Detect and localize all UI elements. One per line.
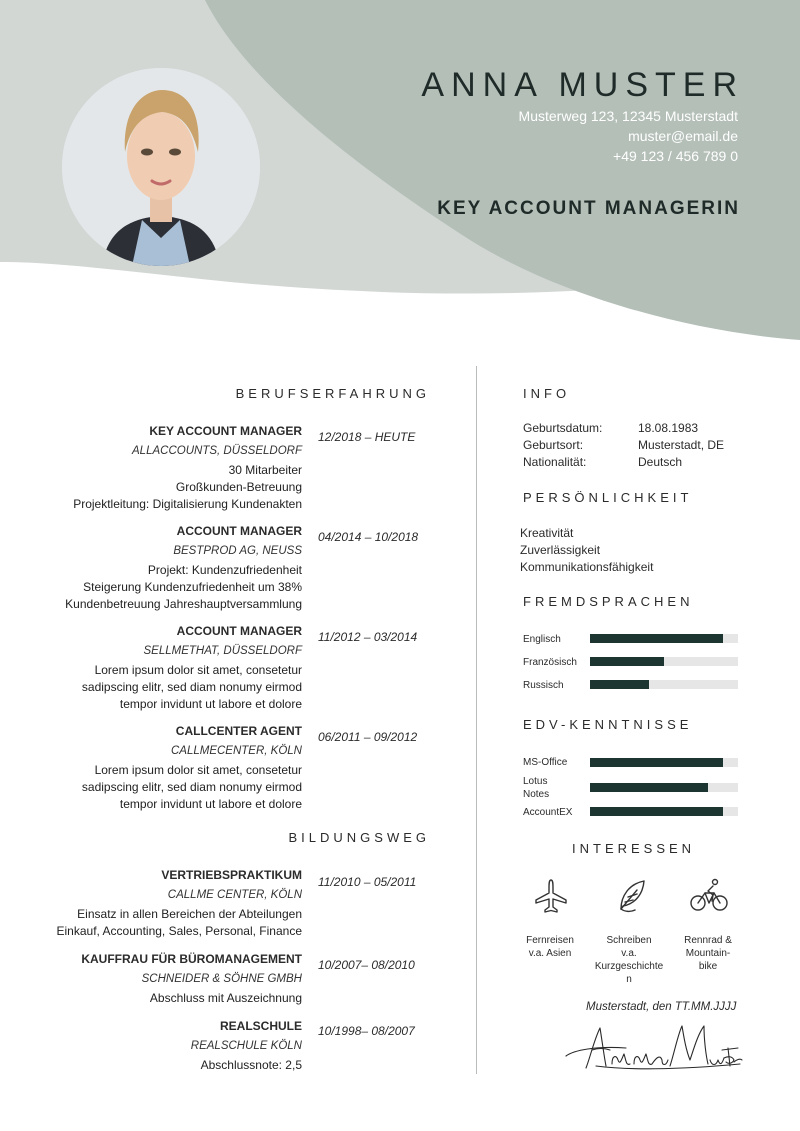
entry-desc-line: tempor invidunt ut labore et dolore bbox=[119, 697, 302, 711]
language-bar-fill bbox=[590, 634, 723, 643]
interest-label-line: v.a. bbox=[621, 948, 637, 959]
entry-desc-line: Abschlussnote: 2,5 bbox=[200, 1058, 302, 1072]
experience-entry bbox=[40, 723, 302, 813]
interest-label-line: bike bbox=[698, 961, 718, 972]
info-value: Deutsch bbox=[638, 455, 683, 469]
it-skills-heading: EDV-KENNTNISSE bbox=[523, 717, 693, 732]
interest-label-line: v.a. Asien bbox=[528, 948, 572, 959]
entry-role: ACCOUNT MANAGER bbox=[176, 624, 302, 638]
entry-org: CALLMECENTER, KÖLN bbox=[170, 745, 302, 757]
it-skill-label bbox=[523, 775, 549, 801]
entry-desc-line: sadipscing elitr, sed diam nonumy eirmod bbox=[81, 780, 302, 794]
entry-org: CALLME CENTER, KÖLN bbox=[167, 889, 302, 901]
job-title: KEY ACCOUNT MANAGERIN bbox=[437, 198, 740, 219]
entry-role: REALSCHULE bbox=[219, 1019, 302, 1033]
entry-role: CALLCENTER AGENT bbox=[175, 724, 302, 738]
it-skill-bar-fill bbox=[590, 758, 723, 767]
entry-desc-line: Projektleitung: Digitalisierung Kundenakten bbox=[73, 497, 302, 511]
entry-desc-line: sadipscing elitr, sed diam nonumy eirmod bbox=[81, 680, 302, 694]
personality-item: Kommunikationsfähigkeit bbox=[520, 560, 654, 574]
it-skill-label-line: Lotus bbox=[523, 776, 548, 787]
entry-org: REALSCHULE KÖLN bbox=[190, 1040, 302, 1052]
interest-label-line: Mountain- bbox=[685, 948, 731, 959]
language-bar-track bbox=[590, 634, 738, 643]
entry-desc-line: Abschluss mit Auszeichnung bbox=[149, 991, 302, 1005]
column-divider bbox=[476, 366, 477, 1074]
entry-desc-line: tempor invidunt ut labore et dolore bbox=[119, 797, 302, 811]
entry-date: 10/1998– 08/2007 bbox=[318, 1024, 415, 1038]
airplane-icon bbox=[531, 876, 571, 916]
language-bar-track bbox=[590, 680, 738, 689]
education-entry bbox=[40, 1018, 302, 1074]
info-value: 18.08.1983 bbox=[638, 421, 699, 435]
entry-desc-line: Einsatz in allen Bereichen der Abteilungen bbox=[77, 907, 302, 921]
handwritten-signature bbox=[556, 1020, 746, 1075]
entry-desc-line: Steigerung Kundenzufriedenheit um 38% bbox=[83, 580, 302, 594]
language-bar-track bbox=[590, 657, 738, 666]
entry-desc-line: Großkunden-Betreuung bbox=[175, 480, 302, 494]
entry-role: KEY ACCOUNT MANAGER bbox=[149, 424, 302, 438]
language-bar-fill bbox=[590, 680, 649, 689]
it-skill-bar-track bbox=[590, 758, 738, 767]
candidate-name: ANNA MUSTER bbox=[421, 66, 744, 104]
profile-photo bbox=[62, 68, 260, 266]
personality-heading: PERSÖNLICHKEIT bbox=[523, 490, 693, 505]
entry-date: 06/2011 – 09/2012 bbox=[318, 730, 418, 744]
interest-label bbox=[594, 934, 664, 986]
language-label: Englisch bbox=[523, 634, 561, 645]
entry-org: BESTPROD AG, NEUSS bbox=[173, 545, 302, 557]
entry-desc-line: Lorem ipsum dolor sit amet, consetetur bbox=[94, 663, 302, 677]
it-skill-bar-track bbox=[590, 807, 738, 816]
it-skill-label-line: Notes bbox=[523, 789, 550, 800]
personality-item: Zuverlässigkeit bbox=[520, 543, 601, 557]
bicycle-icon bbox=[689, 876, 729, 916]
language-label: Französisch bbox=[523, 657, 577, 668]
entry-date: 11/2012 – 03/2014 bbox=[318, 630, 418, 644]
interest-label bbox=[515, 934, 585, 960]
experience-entry bbox=[40, 523, 302, 613]
place-date: Musterstadt, den TT.MM.JJJJ bbox=[586, 1001, 737, 1013]
feather-icon bbox=[611, 876, 651, 916]
info-heading: INFO bbox=[523, 386, 571, 401]
language-label: Russisch bbox=[523, 680, 564, 691]
entry-desc-line: Einkauf, Accounting, Sales, Personal, Finance bbox=[56, 924, 302, 938]
interest-label-line: Rennrad & bbox=[684, 935, 732, 946]
personality-list bbox=[520, 525, 653, 576]
entry-desc-line: Projekt: Kundenzufriedenheit bbox=[147, 563, 302, 577]
contact-block bbox=[519, 106, 738, 166]
it-skill-label: MS-Office bbox=[523, 757, 568, 768]
it-skill-bar-track bbox=[590, 783, 738, 792]
education-heading: BILDUNGSWEG bbox=[288, 830, 430, 845]
interest-label-line: n bbox=[626, 974, 632, 985]
email-text[interactable]: muster@email.de bbox=[628, 128, 738, 144]
info-key: Nationalität: bbox=[523, 455, 587, 469]
interest-label bbox=[673, 934, 743, 973]
entry-org: ALLACCOUNTS, DÜSSELDORF bbox=[132, 445, 302, 457]
entry-role: ACCOUNT MANAGER bbox=[176, 524, 302, 538]
entry-desc-line: 30 Mitarbeiter bbox=[228, 463, 302, 477]
address-text: Musterweg 123, 12345 Musterstadt bbox=[518, 108, 738, 124]
entry-role: VERTRIEBSPRAKTIKUM bbox=[161, 868, 302, 882]
info-key: Geburtsort: bbox=[523, 438, 584, 452]
experience-entry bbox=[40, 623, 302, 713]
entry-date: 12/2018 – HEUTE bbox=[318, 430, 416, 444]
interest-label-line: Kurzgeschichte bbox=[594, 961, 664, 972]
entry-date: 04/2014 – 10/2018 bbox=[318, 530, 419, 544]
interests-heading: INTERESSEN bbox=[572, 841, 696, 856]
it-skill-bar-fill bbox=[590, 807, 723, 816]
phone-text: +49 123 / 456 789 0 bbox=[613, 148, 738, 164]
info-key: Geburtsdatum: bbox=[523, 421, 603, 435]
entry-date: 11/2010 – 05/2011 bbox=[318, 875, 417, 889]
interest-label-line: Schreiben bbox=[606, 935, 652, 946]
languages-heading: FREMDSPRACHEN bbox=[523, 594, 694, 609]
entry-desc-line: Lorem ipsum dolor sit amet, consetetur bbox=[94, 763, 302, 777]
info-value: Musterstadt, DE bbox=[638, 438, 725, 452]
entry-org: SCHNEIDER & SÖHNE GMBH bbox=[141, 973, 302, 985]
entry-org: SELLMETHAT, DÜSSELDORF bbox=[143, 645, 302, 657]
language-bar-fill bbox=[590, 657, 664, 666]
education-entry bbox=[40, 951, 302, 1007]
personality-item: Kreativität bbox=[520, 526, 574, 540]
experience-heading: BERUFSERFAHRUNG bbox=[235, 386, 430, 401]
entry-desc-line: Kundenbetreuung Jahreshauptversammlung bbox=[65, 597, 302, 611]
education-entry bbox=[40, 867, 302, 940]
experience-entry bbox=[40, 423, 302, 513]
interest-label-line: Fernreisen bbox=[526, 935, 574, 946]
it-skill-bar-fill bbox=[590, 783, 708, 792]
it-skill-label: AccountEX bbox=[523, 807, 573, 818]
entry-date: 10/2007– 08/2010 bbox=[318, 958, 415, 972]
entry-role: KAUFFRAU FÜR BÜROMANAGEMENT bbox=[81, 952, 302, 966]
